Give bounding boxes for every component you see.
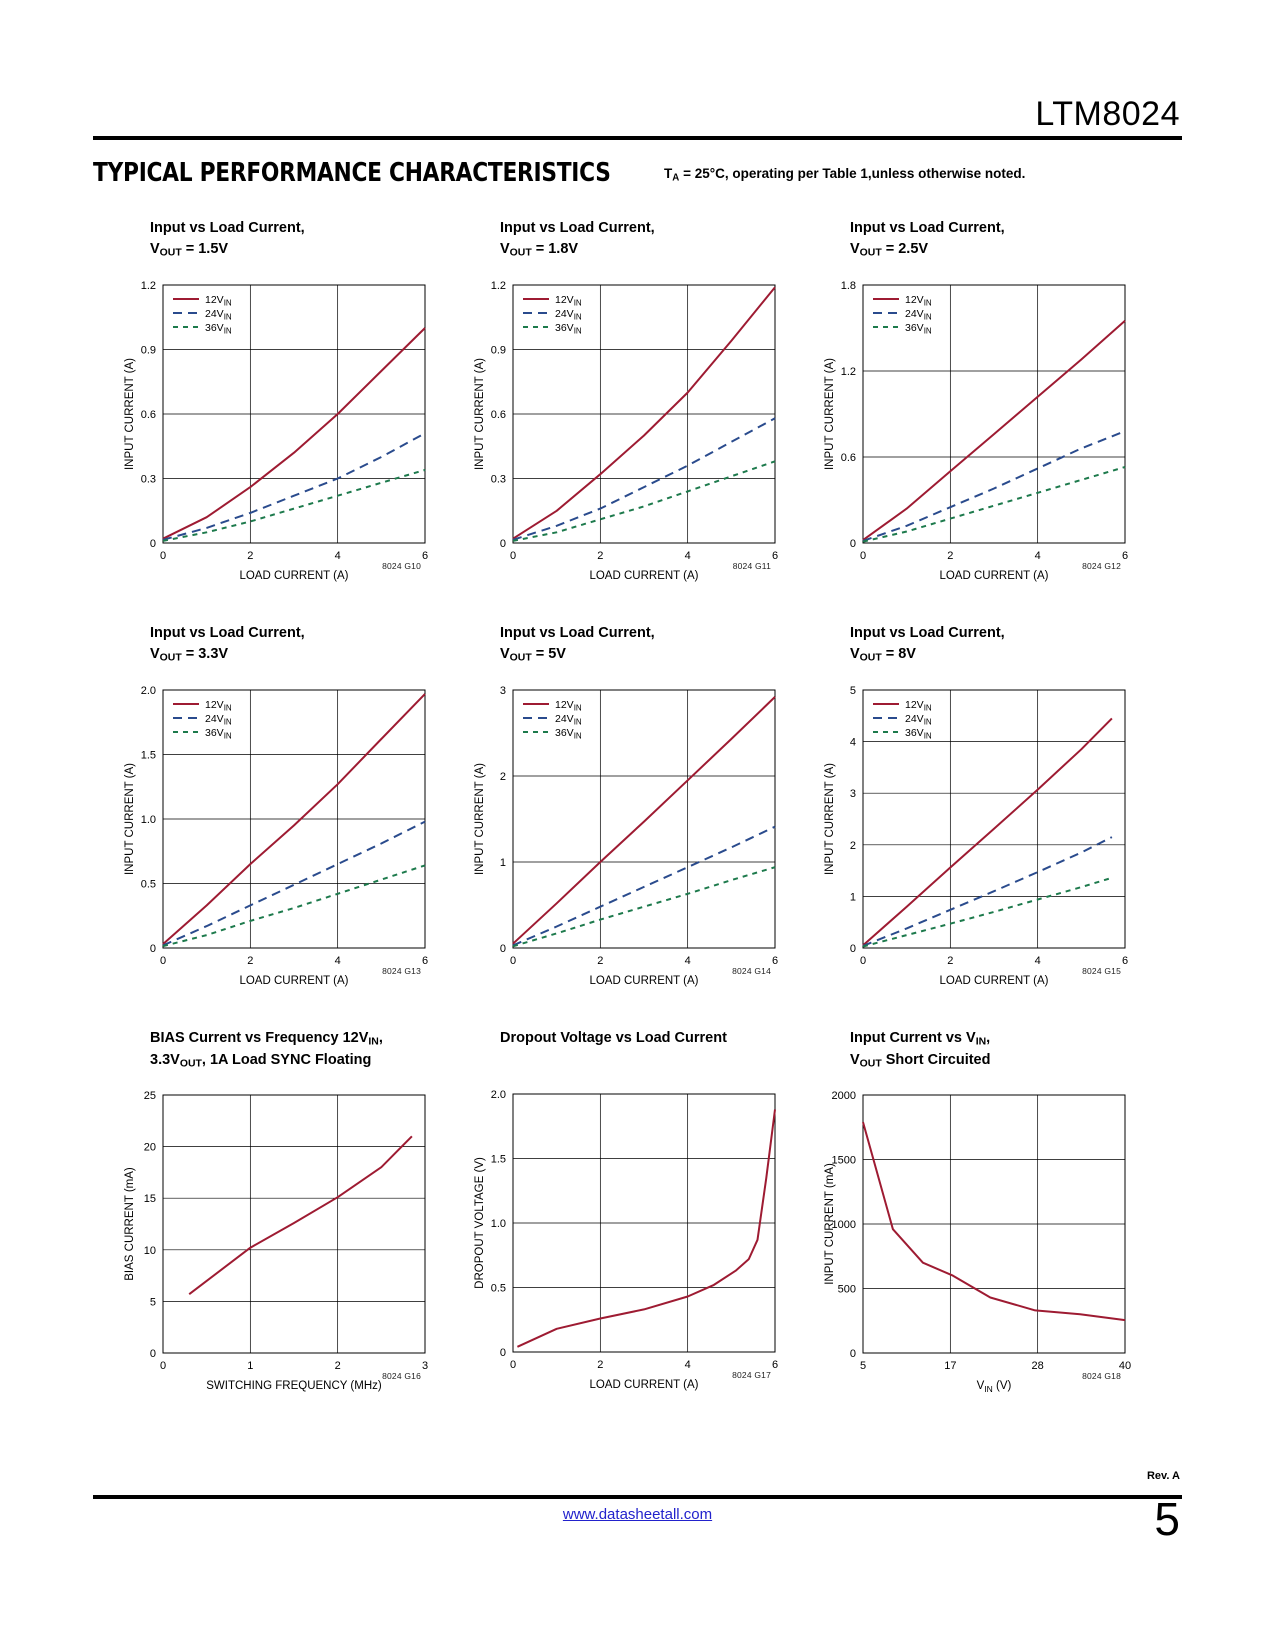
svg-text:LOAD CURRENT (A): LOAD CURRENT (A) — [589, 569, 699, 582]
svg-text:1.0: 1.0 — [490, 1218, 506, 1230]
chart-title-line2: $V_{OUT} = 8V$ — [850, 646, 916, 664]
svg-text:12VIN: $12V_{IN}$ — [205, 293, 232, 308]
svg-text:2.0: 2.0 — [140, 684, 156, 697]
svg-text:500: 500 — [837, 1283, 856, 1296]
svg-text:LOAD CURRENT (A): LOAD CURRENT (A) — [239, 974, 349, 987]
svg-text:12VIN: $12V_{IN}$ — [205, 698, 232, 713]
chart-cell-8024-g10 — [105, 218, 455, 618]
svg-text:0.3: 0.3 — [140, 473, 156, 486]
svg-text:4: 4 — [684, 1359, 691, 1371]
svg-text:5: 5 — [859, 1360, 867, 1373]
svg-text:0: 0 — [149, 1348, 156, 1361]
svg-text:0.9: 0.9 — [490, 344, 506, 357]
svg-text:6: 6 — [421, 954, 429, 967]
svg-text:6: 6 — [1121, 549, 1129, 562]
svg-text:2: 2 — [247, 549, 254, 562]
chart-title-line1: Dropout Voltage vs Load Current — [500, 1030, 727, 1046]
svg-text:1: 1 — [247, 1360, 254, 1373]
svg-text:0: 0 — [499, 942, 506, 955]
chart-plot — [105, 267, 435, 582]
svg-text:0: 0 — [149, 942, 156, 955]
part-number: LTM8024 — [1035, 95, 1180, 133]
svg-text:2.0: 2.0 — [490, 1089, 506, 1101]
svg-text:0: 0 — [159, 954, 167, 967]
svg-text:INPUT CURRENT (A): INPUT CURRENT (A) — [824, 762, 836, 875]
svg-text:12VIN: $12V_{IN}$ — [905, 293, 932, 308]
svg-text:1500: 1500 — [831, 1154, 856, 1167]
svg-text:24VIN: $24V_{IN}$ — [205, 712, 232, 727]
chart-plot — [805, 672, 1135, 987]
page-number: 5 — [1154, 1493, 1180, 1545]
svg-text:0: 0 — [859, 954, 867, 967]
svg-text:36VIN: $36V_{IN}$ — [205, 726, 232, 741]
svg-text:3: 3 — [499, 684, 506, 697]
chart-cell-8024-g14 — [455, 623, 805, 1023]
svg-text:12VIN: $12V_{IN}$ — [555, 293, 582, 308]
svg-text:1.2: 1.2 — [490, 279, 506, 292]
svg-text:0.9: 0.9 — [140, 344, 156, 357]
svg-text:LOAD CURRENT (A): LOAD CURRENT (A) — [939, 569, 1049, 582]
svg-text:24VIN: $24V_{IN}$ — [905, 712, 932, 727]
header-rule — [93, 136, 1182, 140]
chart-title — [500, 1028, 805, 1070]
chart-title-line1: Input vs Load Current, — [500, 625, 655, 641]
svg-text:1: 1 — [499, 856, 506, 869]
svg-text:4: 4 — [334, 549, 341, 562]
svg-text:INPUT CURRENT (mA): INPUT CURRENT (mA) — [824, 1163, 836, 1286]
revision-label: Rev. A — [1146, 1470, 1180, 1482]
svg-text:6: 6 — [771, 954, 779, 967]
svg-text:28: 28 — [1031, 1360, 1044, 1373]
chart-cell-8024-g12 — [805, 218, 1155, 618]
chart-plot — [455, 672, 785, 987]
chart-title-line1: Input vs Load Current, — [850, 625, 1005, 641]
svg-text:0: 0 — [859, 549, 867, 562]
svg-text:INPUT CURRENT (A): INPUT CURRENT (A) — [124, 357, 136, 470]
chart-cell-8024-g13 — [105, 623, 455, 1023]
chart-title-line2: $V_{OUT} = 2.5V$ — [850, 241, 929, 259]
chart-code-label: 8024 G14 — [732, 965, 771, 976]
svg-text:VIN (V): $V_{IN}$ (V) — [976, 1380, 1012, 1395]
svg-text:2: 2 — [334, 1360, 341, 1373]
chart-title — [150, 1028, 455, 1071]
svg-text:1.0: 1.0 — [140, 813, 156, 826]
svg-text:0: 0 — [849, 942, 856, 955]
svg-text:10: 10 — [143, 1245, 156, 1258]
svg-text:2: 2 — [597, 549, 604, 562]
svg-text:LOAD CURRENT (A): LOAD CURRENT (A) — [589, 974, 699, 987]
chart-title — [150, 218, 455, 261]
svg-text:24VIN: $24V_{IN}$ — [555, 712, 582, 727]
svg-text:17: 17 — [944, 1360, 957, 1373]
svg-text:0.6: 0.6 — [140, 408, 156, 421]
svg-text:2: 2 — [849, 839, 856, 852]
chart-title — [850, 623, 1155, 666]
svg-text:1.2: 1.2 — [840, 365, 856, 378]
footer-rule — [93, 1495, 1182, 1499]
chart-plot — [455, 267, 785, 582]
svg-text:0: 0 — [159, 549, 167, 562]
svg-text:BIAS CURRENT (mA): BIAS CURRENT (mA) — [124, 1167, 136, 1282]
svg-text:24VIN: $24V_{IN}$ — [555, 307, 582, 322]
svg-text:24VIN: $24V_{IN}$ — [205, 307, 232, 322]
svg-text:36VIN: $36V_{IN}$ — [555, 321, 582, 336]
svg-text:40: 40 — [1118, 1360, 1132, 1373]
chart-row — [0, 218, 1275, 623]
svg-text:3: 3 — [849, 787, 856, 800]
chart-title — [500, 218, 805, 261]
svg-text:4: 4 — [334, 954, 341, 967]
chart-title-line1: Input vs Load Current, — [500, 220, 655, 236]
chart-title — [850, 1028, 1155, 1071]
svg-text:0: 0 — [499, 537, 506, 550]
chart-title-line1: BIAS Current vs Frequency $12V_{IN}$, — [150, 1030, 383, 1048]
chart-cell-8024-g11 — [455, 218, 805, 618]
svg-text:0.6: 0.6 — [490, 408, 506, 421]
website-link[interactable]: www.datasheetall.com — [562, 1506, 713, 1523]
svg-text:6: 6 — [421, 549, 429, 562]
svg-text:12VIN: $12V_{IN}$ — [905, 698, 932, 713]
svg-text:0.6: 0.6 — [840, 451, 856, 464]
svg-text:2: 2 — [947, 954, 954, 967]
svg-text:0: 0 — [509, 1359, 517, 1371]
chart-plot — [105, 1077, 435, 1393]
chart-plot — [455, 1076, 785, 1391]
svg-text:36VIN: $36V_{IN}$ — [905, 726, 932, 741]
chart-title-line2: $V_{OUT} = 1.5V$ — [150, 241, 229, 259]
svg-text:0: 0 — [849, 537, 856, 550]
chart-title — [500, 623, 805, 666]
svg-text:6: 6 — [771, 1359, 779, 1371]
svg-text:LOAD CURRENT (A): LOAD CURRENT (A) — [939, 974, 1049, 987]
section-header — [93, 158, 1025, 188]
svg-text:1.2: 1.2 — [140, 279, 156, 292]
svg-text:36VIN: $36V_{IN}$ — [205, 321, 232, 336]
svg-text:1: 1 — [849, 891, 856, 904]
chart-plot — [805, 1077, 1135, 1395]
svg-text:3: 3 — [421, 1360, 429, 1373]
chart-code-label: 8024 G18 — [1082, 1371, 1121, 1382]
chart-title-line1: Input Current vs $V_{IN}$, — [850, 1030, 991, 1048]
svg-text:0: 0 — [149, 537, 156, 550]
svg-text:INPUT CURRENT (A): INPUT CURRENT (A) — [474, 762, 486, 875]
svg-text:1.5: 1.5 — [490, 1153, 506, 1166]
chart-code-label: 8024 G16 — [382, 1371, 421, 1382]
svg-text:INPUT CURRENT (A): INPUT CURRENT (A) — [474, 357, 486, 470]
svg-text:2: 2 — [597, 954, 604, 967]
chart-title-line2: $V_{OUT} = 3.3V$ — [150, 646, 229, 664]
chart-code-label: 8024 G15 — [1082, 965, 1121, 976]
chart-title-line1: Input vs Load Current, — [150, 220, 305, 236]
chart-cell-8024-g18 — [805, 1028, 1155, 1428]
chart-row — [0, 1028, 1275, 1433]
chart-code-label: 8024 G13 — [382, 965, 421, 976]
chart-title-line2: $V_{OUT} = 1.8V$ — [500, 241, 579, 259]
section-subtitle: $T_A = 25^\circ C$, operating per Table 1,unless otherwise noted. — [664, 166, 1026, 184]
chart-code-label: 8024 G10 — [382, 560, 421, 571]
svg-text:1000: 1000 — [831, 1219, 856, 1232]
svg-text:2: 2 — [597, 1359, 604, 1371]
svg-text:4: 4 — [1034, 549, 1041, 562]
svg-text:4: 4 — [684, 954, 691, 967]
svg-text:0.3: 0.3 — [490, 473, 506, 486]
chart-row — [0, 623, 1275, 1028]
chart-cell-8024-g17 — [455, 1028, 805, 1428]
chart-code-label: 8024 G11 — [732, 560, 771, 571]
svg-text:4: 4 — [684, 549, 691, 562]
chart-title-line2: $V_{OUT} = 5V$ — [500, 646, 566, 664]
svg-text:4: 4 — [1034, 954, 1041, 967]
svg-text:0: 0 — [499, 1347, 506, 1359]
svg-text:0: 0 — [509, 954, 517, 967]
svg-text:0: 0 — [849, 1348, 856, 1361]
chart-plot — [105, 672, 435, 987]
svg-text:6: 6 — [771, 549, 779, 562]
svg-text:0: 0 — [159, 1360, 167, 1373]
svg-text:36VIN: $36V_{IN}$ — [555, 726, 582, 741]
svg-text:0.5: 0.5 — [490, 1282, 506, 1295]
svg-text:24VIN: $24V_{IN}$ — [905, 307, 932, 322]
chart-plot — [805, 267, 1135, 582]
svg-text:LOAD CURRENT (A): LOAD CURRENT (A) — [239, 569, 349, 582]
chart-title-line2: $V_{OUT}$ Short Circuited — [850, 1051, 991, 1070]
svg-text:5: 5 — [849, 684, 856, 697]
svg-text:2: 2 — [499, 770, 506, 783]
chart-code-label: 8024 G12 — [1082, 560, 1121, 571]
chart-cell-8024-g16 — [105, 1028, 455, 1428]
chart-cell-8024-g15 — [805, 623, 1155, 1023]
svg-text:2: 2 — [947, 549, 954, 562]
svg-text:12VIN: $12V_{IN}$ — [555, 698, 582, 713]
svg-text:INPUT CURRENT (A): INPUT CURRENT (A) — [824, 357, 836, 470]
svg-text:INPUT CURRENT (A): INPUT CURRENT (A) — [124, 762, 136, 875]
section-title: TYPICAL PERFORMANCE CHARACTERISTICS — [93, 158, 611, 188]
svg-text:0: 0 — [509, 549, 517, 562]
chart-title — [150, 623, 455, 666]
svg-text:DROPOUT VOLTAGE (V): DROPOUT VOLTAGE (V) — [474, 1157, 486, 1289]
svg-text:4: 4 — [849, 736, 856, 749]
svg-text:1.5: 1.5 — [140, 749, 156, 762]
svg-text:15: 15 — [143, 1193, 156, 1206]
chart-grid — [0, 218, 1275, 1433]
svg-text:36VIN: $36V_{IN}$ — [905, 321, 932, 336]
svg-text:0.5: 0.5 — [140, 878, 156, 891]
chart-title-line1: Input vs Load Current, — [850, 220, 1005, 236]
svg-text:20: 20 — [143, 1142, 156, 1155]
chart-title-line1: Input vs Load Current, — [150, 625, 305, 641]
svg-text:1.8: 1.8 — [840, 279, 856, 292]
chart-code-label: 8024 G17 — [732, 1370, 771, 1380]
svg-text:25: 25 — [143, 1090, 156, 1103]
svg-text:2: 2 — [247, 954, 254, 967]
svg-text:LOAD CURRENT (A): LOAD CURRENT (A) — [589, 1379, 699, 1391]
svg-text:2000: 2000 — [831, 1090, 856, 1103]
svg-text:5: 5 — [149, 1296, 156, 1309]
chart-title-line2: $3.3V_{OUT}$, 1A Load SYNC Floating — [150, 1051, 372, 1070]
svg-text:SWITCHING FREQUENCY (MHz): SWITCHING FREQUENCY (MHz) — [206, 1380, 382, 1393]
svg-text:6: 6 — [1121, 954, 1129, 967]
chart-title — [850, 218, 1155, 261]
